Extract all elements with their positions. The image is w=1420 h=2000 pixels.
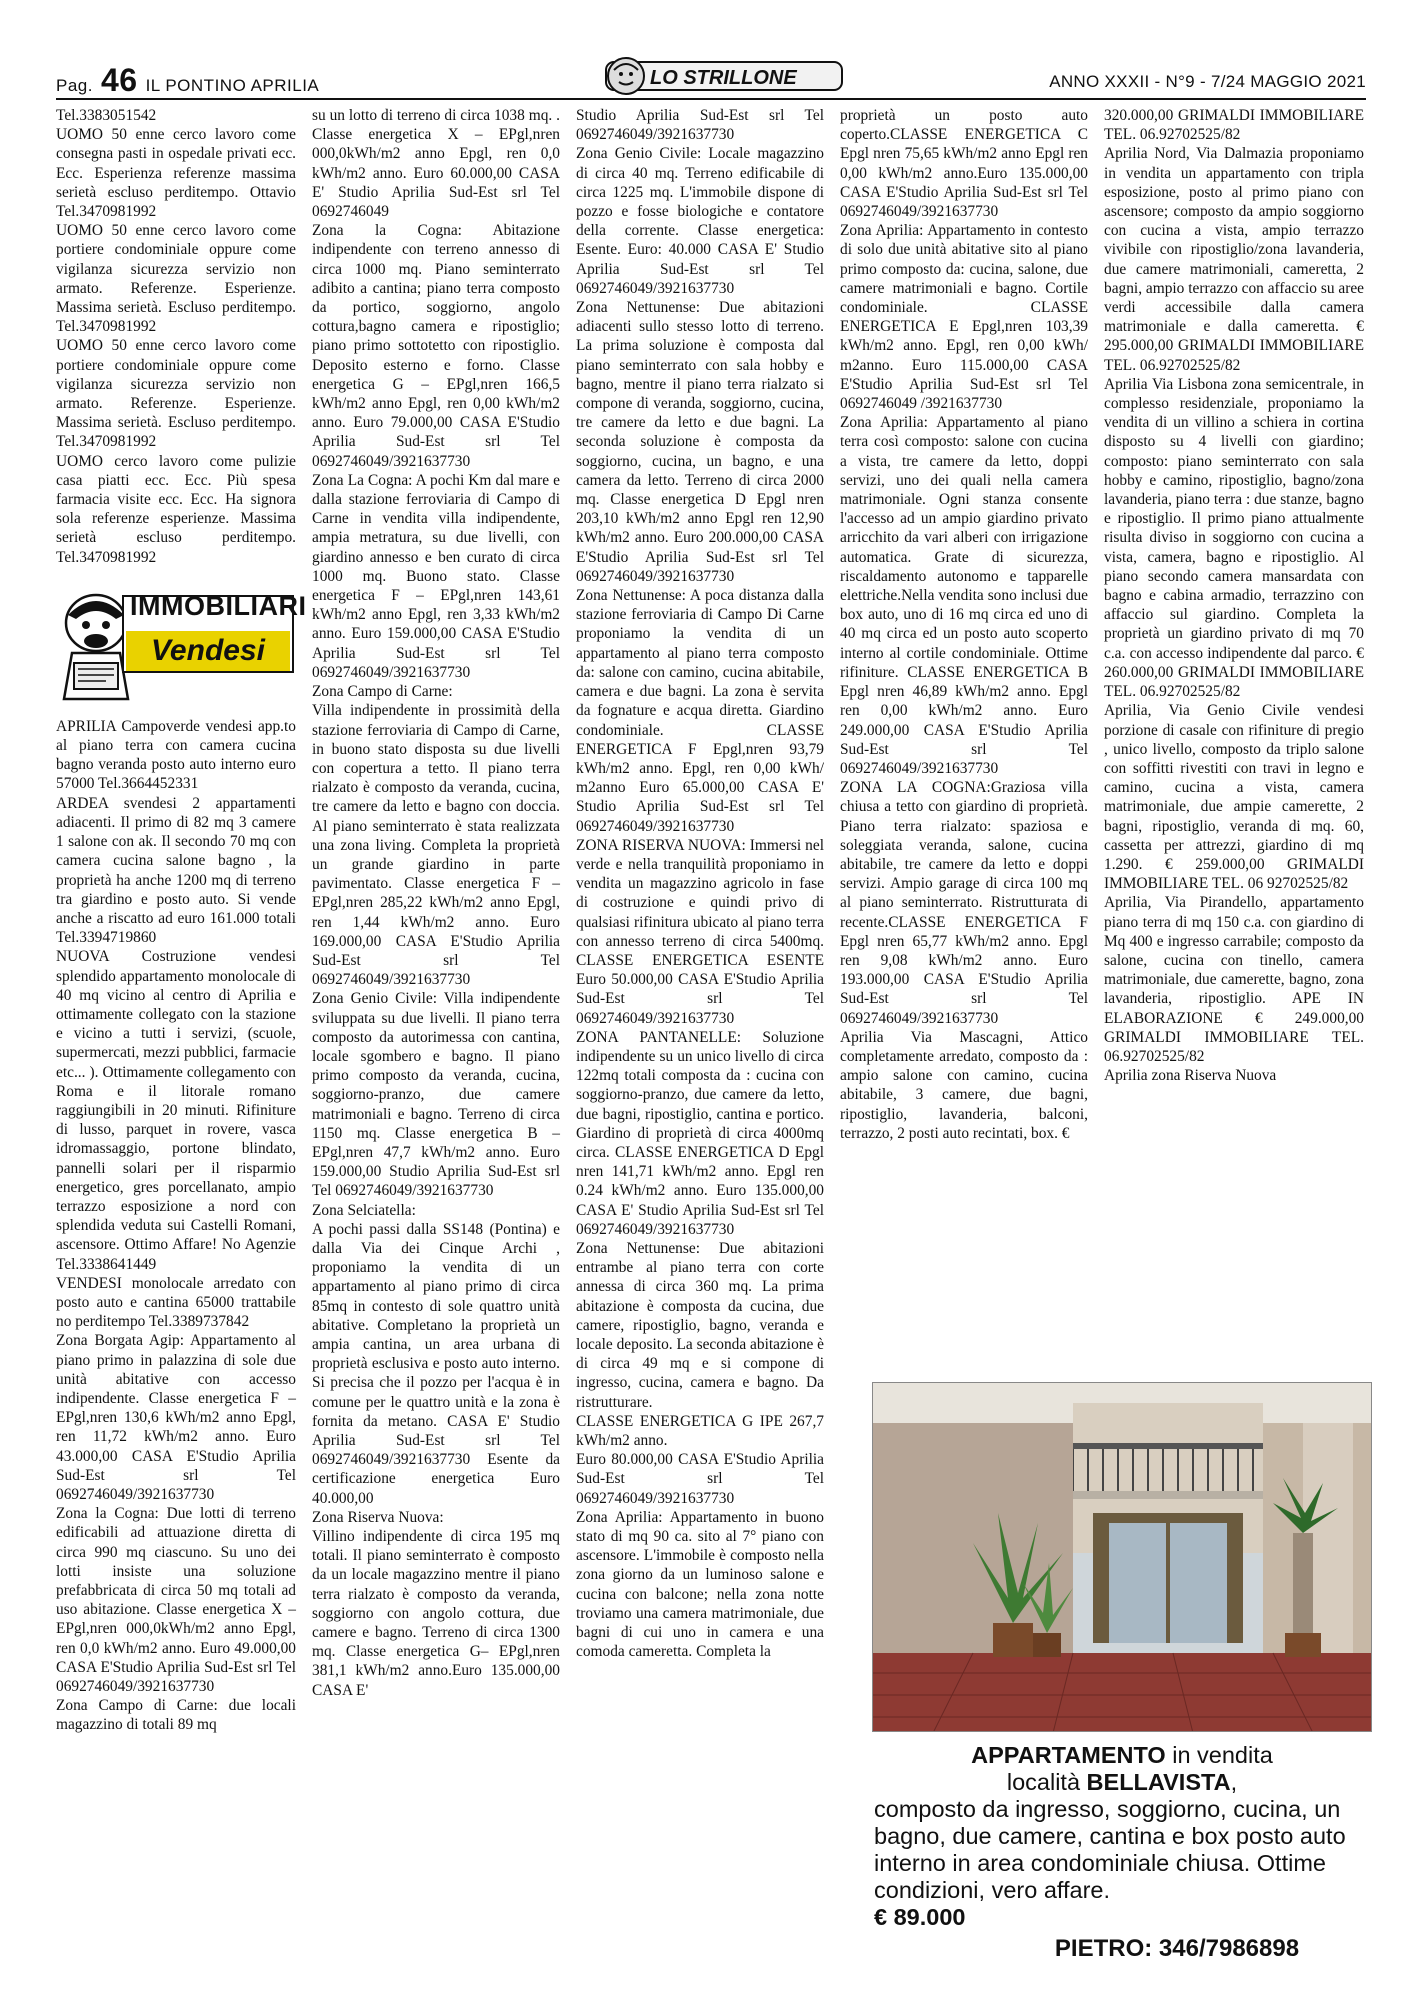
page-header-left — [56, 62, 320, 98]
listing: su un lotto di terreno di circa 1038 mq. . Classe energetica X – EPgl,nren 000,0kWh/m2 anno Epgl, ren 0,0 kWh/m2 anno. Euro 60.000,00 CASA E' Studio Aprilia Sud-Est srl Tel 0692746049 — [312, 107, 560, 221]
listing: UOMO 50 enne cerco lavoro come portiere condominiale oppure come vigilanza sicurezza servizio non armato. Referenze. Esperienze. Massima serietà. Escluso perditempo. Tel.3470981992 — [56, 337, 296, 451]
listing: Aprilia zona Riserva Nuova — [1104, 1067, 1277, 1085]
column-1 — [56, 106, 307, 1735]
listing: Zona Aprilia: Appartamento in buono stato di mq 90 ca. sito al 7° piano con ascensore. L'immobile è composto nella zona giorno da un luminoso salone e cucina con balcone; nella zona notte troviamo una camera matrimoniale, due bagni di cui uno in camera e una comoda cameretta. Completa la — [576, 1508, 824, 1661]
listing: Zona la Cogna: Abitazione indipendente con terreno annesso di circa 1000 mq. Piano seminterrato adibito a cantina; piano terra composto da portico, soggiorno, angolo cottura,bagno camera e ripostiglio; piano primo sottotetto con ripostiglio. Deposito esterno e forno. Classe energetica G – EPgl,nren 166,5 kWh/m2 anno Epgl, ren 0,00 kWh/m2 anno. Euro 79.000,00 CASA E'Studio Aprilia Sud-Est srl Tel 0692746049/3921637730 — [312, 222, 560, 470]
listing: Zona Campo di Carne: due locali magazzino di totali 89 mq — [56, 1697, 296, 1734]
listing: Zona Genio Civile: Villa indipendente sviluppata su due livelli. Il piano terra composto da autorimessa con cantina, locale sgombero e bagno. Il piano primo composto da veranda, cucina, soggiorno-pranzo, due camere matrimoniali e bagno. Terreno di circa 1150 mq. Classe energetica B – EPgl,nren 47,7 kWh/m2 anno. Euro 159.000,00 Studio Aprilia Sud-Est srl Tel 0692746049/3921637730 — [312, 990, 560, 1200]
listing: Zona la Cogna: Due lotti di terreno edificabili ad attuazione diretta di circa 990 mq ciascuno. Su uno dei lotti insiste una soluzione prefabbricata di circa 50 mq totali ad uso abitazione. Classe energetica X – EPgl,nren 000,0kWh/m2 anno Epgl, ren 0,0 kWh/m2 anno. Euro 49.000,00 CASA E'Studio Aprilia Sud-Est srl Tel 0692746049/3921637730 — [56, 1505, 296, 1696]
ad-locality-prefix: località — [1006, 1769, 1087, 1795]
column-2 — [312, 106, 560, 1700]
issue-info: ANNO XXXII - N°9 - 7/24 MAGGIO 2021 — [1049, 72, 1366, 91]
listing: ZONA RISERVA NUOVA: Immersi nel verde e nella tranquilità proponiamo in vendita un magazzino agricolo in fase di costruzione e quindi privo di qualsiasi rifinitura ubicato al piano terra con annesso terreno di circa 5400mq. CLASSE ENERGETICA ESENTE Euro 50.000,00 CASA E'Studio Aprilia Sud-Est srl Tel 0692746049/3921637730 — [576, 836, 824, 1027]
listing-heading: Zona Campo di Carne: — [312, 683, 453, 701]
ad-text — [872, 1742, 1372, 1962]
listing: UOMO 50 enne cerco lavoro come consegna pasti in ospedale privati ecc. Ecc. Esperienza referenze massima serietà escluso perditempo. Ottavio Tel.3470981992 — [56, 126, 296, 221]
ad-contact: PIETRO: 346/7986898 — [1054, 1935, 1300, 1962]
listing: Villa indipendente in prossimità della stazione ferroviaria di Campo di Carne, in buono stato disposta su due livelli con copertura a tetto. Il piano terra rialzato è composto da veranda, cucina, tre camere da letto e bagno con doccia. Al piano seminterrato è stata realizzata una zona living. Completa la proprietà un grande giardino in parte pavimentato. Classe energetica F – EPgl,nren 285,22 kWh/m2 anno Epgl, ren 1,44 kWh/m2 anno. Euro 169.000,00 CASA E'Studio Aprilia Sud-Est srl Tel 0692746049/3921637730 — [312, 702, 560, 989]
listing: Aprilia Nord, Via Dalmazia proponiamo in vendita un appartamento con tripla esposizione, posto al primo piano con ascensore; composto da ampio soggiorno con cucina a vista, ampio terrazzo vivibile con ripostiglio/zona lavanderia, due camere matrimoniali, cameretta, 2 bagni, ampio terrazzo con affaccio su aree verdi accessibile dalla camera matrimoniale e dalla cameretta. € 295.000,00 GRIMALDI IMMOBILIARE TEL. 06.92702525/82 — [1104, 145, 1364, 374]
listing: Zona Nettunense: A poca distanza dalla stazione ferroviaria di Campo Di Carne proponiamo la vendita di un appartamento al piano terra composto da: salone con camino, cucina abitabile, camera e due bagni. La zona è servita da fognature e acqua diretta. Giardino condominiale. CLASSE ENERGETICA F Epgl,nren 93,79 kWh/m2 anno. Epgl, ren 0,00 kWh/ m2anno Euro 65.000,00 CASA E' Studio Aprilia Sud-Est srl Tel 0692746049/3921637730 — [576, 587, 824, 835]
listing: Zona La Cogna: A pochi Km dal mare e dalla stazione ferroviaria di Campo di Carne in vendita villa indipendente, ampia metratura, su due livelli, con giardino annesso e ben curato di circa 1000 mq. Buono stato. Classe energetica F – EPgl,nren 143,61 kWh/m2 anno Epgl, ren 3,33 kWh/m2 anno. Euro 159.000,00 CASA E'Studio Aprilia Sud-Est srl Tel 0692746049/3921637730 — [312, 471, 560, 681]
listing: Villino indipendente di circa 195 mq totali. Il piano seminterrato è composto da un locale magazzino mentre il piano terra rialzato è composto da veranda, soggiorno con angolo cottura, due camere e bagno. Terreno di circa 1300 mq. Classe energetica G– EPgl,nren 381,1 kWh/m2 anno.Euro 135.000,00 CASA E' — [312, 1528, 560, 1699]
column-4 — [840, 106, 1088, 1143]
ad-locality-bold: BELLAVISTA — [1086, 1769, 1231, 1795]
page-header — [56, 62, 1366, 102]
listing: UOMO 50 enne cerco lavoro come portiere condominiale oppure come vigilanza sicurezza servizio non armato. Referenze. Esperienze. Massima serietà. Escluso perditempo. Tel.3470981992 — [56, 222, 296, 336]
ad-locality-suffix: , — [1230, 1769, 1238, 1795]
listing: A pochi passi dalla SS148 (Pontina) e dalla Via dei Cinque Archi , proponiamo la vendita di un appartamento al piano primo di circa 85mq in contesto di sole quattro unità abitative. Completano la proprietà un ampia cantina, un area urbana di proprietà esclusiva e posto auto interno. Si precisa che il pozzo per l'acqua è in comune per le quattro unità e la zona è fornita da metano. CASA E' Studio Aprilia Sud-Est srl Tel 0692746049/3921637730 Esente da certificazione energetica Euro 40.000,00 — [312, 1220, 560, 1507]
listing: UOMO cerco lavoro come pulizie casa piatti ecc. Ecc. Più spesa farmacia visite ecc. Ecc. Ha signora sola referenze esperienze. Massima serietà escluso perditempo. Tel.3470981992 — [56, 452, 296, 566]
listing: NUOVA Costruzione vendesi splendido appartamento monolocale di 40 mq vicino al centro di Aprilia e ottimamente collegato con la stazione e vicino a tutti i servizi, (scuole, supermercati, mezzi pubblici, farmacie etc... ). Ottimamente collegamento con Roma e il litorale romano raggiungibili in 20 minuti. Rifiniture di lusso, parquet in rovere, vasca idromassaggio, portone blindato, pannelli solari per il risparmio energetico, gres porcellanato, ampio terrazzo esposizione a nord con splendida veduta sui Castelli Romani, ascensore. Ottimo Affare! No Agenzie Tel.3338641449 — [56, 948, 296, 1273]
column-3 — [576, 106, 824, 1661]
listing: Euro 80.000,00 CASA E'Studio Aprilia Sud-Est srl Tel 0692746049/3921637730 — [576, 1451, 824, 1507]
ad-title-rest: in vendita — [1165, 1742, 1273, 1768]
listing: Zona Genio Civile: Locale magazzino di circa 40 mq. Terreno edificabile di circa 1225 mq. L'immobile dispone di pozzo e fosse biologiche e contatore della corrente. Classe energetica: Esente. Euro: 40.000 CASA E' Studio Aprilia Sud-Est srl Tel 0692746049/3921637730 — [576, 145, 824, 297]
listing: ZONA LA COGNA:Graziosa villa chiusa a tetto con giardino di proprietà. Piano terra rialzato: spaziosa e soleggiata veranda, salone, cucina abitabile, tre camere da letto e doppi servizi. Ampio garage di circa 100 mq al piano seminterrato. Ristrutturata di recente.CLASSE ENERGETICA F Epgl nren 65,77 kWh/m2 anno. Epgl ren 9,08 kWh/m2 anno. Euro 193.000,00 CASA E'Studio Aprilia Sud-Est srl Tel 0692746049/3921637730 — [840, 779, 1088, 1027]
ad-price: € 89.000 — [874, 1904, 966, 1930]
listing: APRILIA Campoverde vendesi app.to al piano terra con camera cucina bagno veranda posto auto interno euro 57000 Tel.3664452331 — [56, 717, 296, 793]
listing: CLASSE ENERGETICA G IPE 267,7 kWh/m2 anno. — [576, 1412, 824, 1450]
listing: ARDEA svendesi 2 appartamenti adiacenti. Il primo di 82 mq 3 camere 1 salone con ak. Il secondo 70 mq con camera cucina salone bagno , la proprietà ha anche 1200 mq di terreno tra giardino e posto auto. Si vende anche a riscatto ad euro 161.000 totali Tel.3394719860 — [56, 794, 296, 947]
listing: Aprilia Via Mascagni, Attico completamente arredato, composto da : ampio salone con camino, cucina abitabile, 3 camere, due bagni, ripostiglio, lavanderia, balconi, terrazzo, 2 posti auto recintati, box. € — [840, 1028, 1088, 1142]
listing: Tel.3383051542 — [56, 107, 157, 124]
lo-strillone-logo — [604, 54, 844, 98]
apartment-photo — [872, 1382, 1372, 1732]
listing: Zona Nettunense: Due abitazioni entrambe al piano terra con corte annessa di circa 360 mq. La prima abitazione è composta da cucina, due camere, ripostiglio, bagno, veranda e locale deposito. La seconda abitazione è di circa 49 mq e si compone di ingresso, cucina, camera e bagno. Da ristrutturare. — [576, 1239, 824, 1411]
listing: ZONA PANTANELLE: Soluzione indipendente su un unico livello di circa 122mq totali composta da : cucina con soggiorno-pranzo, due camere da letto, due bagni, ripostiglio, cantina e portico. Giardino di proprietà di circa 4000mq circa. CLASSE ENERGETICA D Epgl nren 141,71 kWh/m2 anno. Epgl ren 0.24 kWh/m2 anno. Euro 135.000,00 CASA E' Studio Aprilia Sud-Est srl Tel 0692746049/3921637730 — [576, 1028, 824, 1238]
listing: Aprilia, Via Genio Civile vendesi porzione di casale con rifiniture di pregio , unico livello, composto da triplo salone con soffitti rivestiti con travi in legno e camino, cucina a vista, camera matrimoniale, due ampie camerette, 2 bagni, ripostiglio, veranda di mq. 60, cassetta per attrezzi, giardino di mq 1.290. € 259.000,00 GRIMALDI IMMOBILIARE TEL. 06 92702525/82 — [1104, 702, 1364, 893]
ad-description: composto da ingresso, soggiorno, cucina, un bagno, due camere, cantina e box posto auto interno in area condominiale chiusa. Ottime condizioni, vero affare. — [874, 1796, 1346, 1903]
listing: proprietà un posto auto coperto.CLASSE ENERGETICA C Epgl nren 75,65 kWh/m2 anno Epgl ren 0,00 kWh/m2 anno.Euro 135.000,00 CASA E'Studio Aprilia Sud-Est srl Tel 0692746049/3921637730 — [840, 107, 1088, 221]
immobiliari-vendesi-banner — [56, 583, 307, 703]
listing: Zona Aprilia: Appartamento in contesto di solo due unità abitative sito al piano primo composto da: cucina, salone, due camere matrimoniali e bagno. Cortile condominiale. CLASSE ENERGETICA E Epgl,nren 103,39 kWh/m2 anno. Epgl, ren 0,00 kWh/ m2anno. Euro 115.000,00 CASA E'Studio Aprilia Sud-Est srl Tel 0692746049 /3921637730 — [840, 222, 1088, 413]
publication-name: IL PONTINO APRILIA — [145, 76, 320, 95]
apartment-ad — [872, 1382, 1372, 1962]
banner-line-1: IMMOBILIARI — [130, 590, 307, 621]
ad-locality — [872, 1769, 1372, 1796]
listing: Aprilia Via Lisbona zona semicentrale, in complesso residenziale, proponiamo la vendita di un villino a schiera in cortina disposto su 4 livelli con giardino; composto: piano seminterrato con sala hobby e camino, ripostiglio, bagno/zona lavanderia, piano terra : due stanze, bagno e ripostiglio. Il primo piano attualmente risulta diviso in soggiorno con cucina a vista, camera, bagno e ripostiglio. Al piano secondo camera mansardata con bagno e cabina armadio, terrazzino con affaccio sul giardino. Completa la proprietà un giardino privato di mq 70 c.a. con accesso indipendente dal parco. € 260.000,00 GRIMALDI IMMOBILIARE TEL. 06.92702525/82 — [1104, 375, 1364, 701]
page-number: 46 — [100, 62, 138, 98]
listing: Zona Borgata Agip: Appartamento al piano primo in palazzina di sole due unità abitative con accesso indipendente. Classe energetica F – EPgl,nren 130,6 kWh/m2 anno Epgl, ren 11,72 kWh/m2 anno. Euro 43.000,00 CASA E'Studio Aprilia Sud-Est srl Tel 0692746049/3921637730 — [56, 1332, 296, 1503]
listing: VENDESI monolocale arredato con posto auto e cantina 65000 trattabile no perditempo Tel.3389737842 — [56, 1274, 296, 1331]
header-rule — [56, 98, 1366, 100]
listing: 320.000,00 GRIMALDI IMMOBILIARE TEL. 06.92702525/82 — [1104, 107, 1364, 144]
listing-heading: Zona Selciatella: — [312, 1201, 416, 1219]
page-prefix: Pag. — [56, 76, 93, 95]
logo-text: LO STRILLONE — [650, 67, 797, 89]
ad-title — [872, 1742, 1372, 1769]
banner-line-2: Vendesi — [126, 631, 290, 671]
listing: Zona Nettunense: Due abitazioni adiacenti sullo stesso lotto di terreno. La prima soluzione è composta dal piano seminterrato con sala hobby e bagno, mentre il piano terra rialzato si compone di veranda, soggiorno, cucina, tre camere da letto e due bagni. La seconda soluzione è composta da soggiorno, cucina, un bagno, e una camera da letto. Terreno di circa 2000 mq. Classe energetica D Epgl nren 203,10 kWh/m2 anno Epgl ren 12,90 kWh/m2 anno. Euro 200.000,00 CASA E'Studio Aprilia Sud-Est srl Tel 0692746049/3921637730 — [576, 299, 824, 585]
listing: Zona Aprilia: Appartamento al piano terra così composto: salone con cucina a vista, tre camere da letto, doppi servizi, uno dei quali nella camera matrimoniale. Ogni stanza consente l'accesso ad un ampio giardino privato arricchito da vari alberi con irrigazione automatica. Grate di sicurezza, riscaldamento autonomo e tapparelle elettriche.Nella vendita sono inclusi due box auto, uno di 16 mq circa ed uno di 40 mq circa ed un posto auto scoperto interno al cortile condominiale. Ottime rifiniture. CLASSE ENERGETICA B Epgl nren 46,89 kWh/m2 anno. Epgl ren 0,00 kWh/m2 anno. Euro 249.000,00 CASA E'Studio Aprilia Sud-Est srl Tel 0692746049/3921637730 — [840, 414, 1088, 777]
column-5 — [1104, 106, 1364, 1085]
listing: Studio Aprilia Sud-Est srl Tel 0692746049/3921637730 — [576, 107, 824, 144]
listing-heading: Zona Riserva Nuova: — [312, 1508, 444, 1526]
ad-title-bold: APPARTAMENTO — [971, 1742, 1166, 1768]
listing: Aprilia, Via Pirandello, appartamento piano terra di mq 150 c.a. con giardino di Mq 400 e ingresso carrabile; composto da salone, cucina con tinello, camera matrimoniale, due camerette, bagno, zona lavanderia, ripostiglio. APE IN ELABORAZIONE € 249.000,00 GRIMALDI IMMOBILIARE TEL. 06.92702525/82 — [1104, 894, 1364, 1065]
